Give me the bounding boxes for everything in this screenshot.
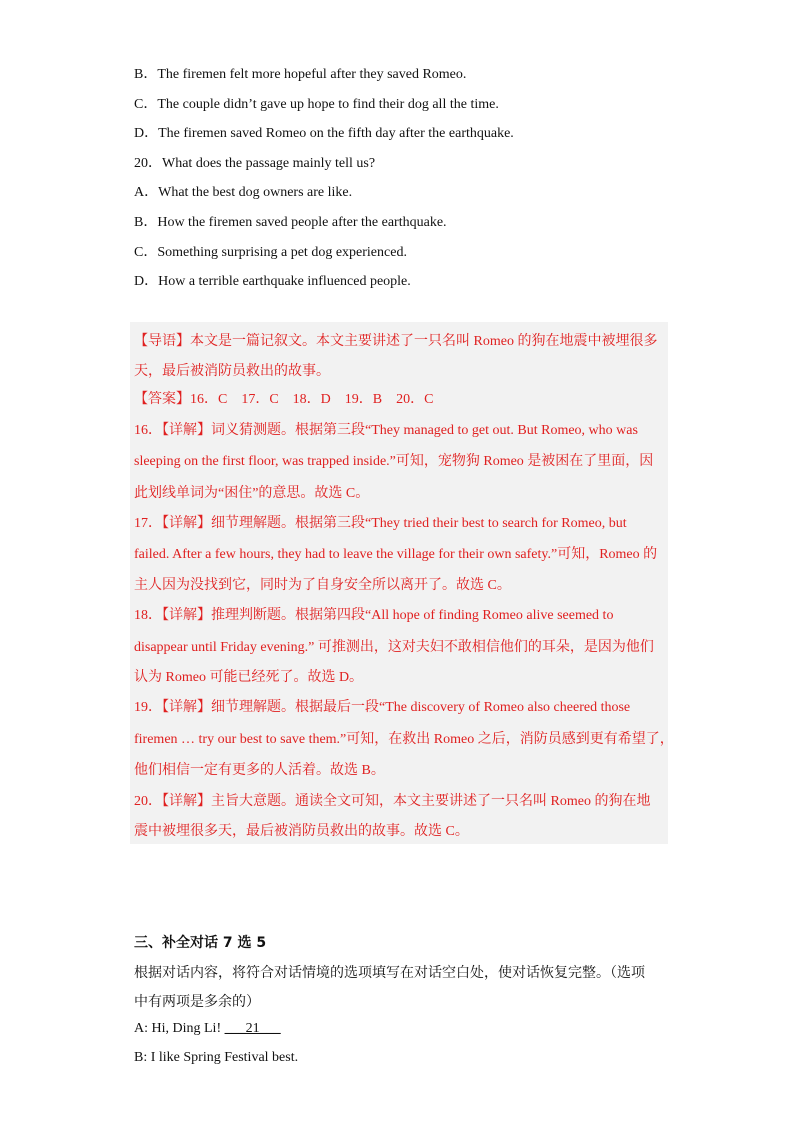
- explanation-line: 18．【详解】推理判断题。根据第四段“All hope of finding Romeo alive seemed to: [134, 608, 614, 623]
- option-20b: B．How the firemen saved people after the earthquake.: [134, 215, 447, 230]
- explanation-line: disappear until Friday evening.” 可推测出，这对夫妇不敢相信他们的耳朵，是因为他们: [134, 640, 654, 655]
- blank-21: ___21___: [224, 1021, 281, 1036]
- explanation-line: failed. After a few hours, they had to leave the village for their own safety.”可知，Romeo 的: [134, 547, 658, 562]
- explanation-line: 此划线单词为“困住”的意思。故选 C。: [134, 486, 370, 501]
- option-19b: B．The firemen felt more hopeful after they saved Romeo.: [134, 67, 467, 82]
- explanation-line: sleeping on the first floor, was trapped inside.”可知，宠物狗 Romeo 是被困在了里面，因: [134, 454, 654, 469]
- explanation-line: 他们相信一定有更多的人活着。故选 B。: [134, 763, 385, 778]
- option-19c: C．The couple didn’t gave up hope to find their dog all the time.: [134, 97, 499, 112]
- dialog-line-a: [134, 1021, 281, 1037]
- explanation-line: 震中被埋很多天，最后被消防员救出的故事。故选 C。: [134, 824, 469, 839]
- section-heading: 三、补全对话 7 选 5: [134, 935, 267, 951]
- section-instruction: 根据对话内容，将符合对话情境的选项填写在对话空白处，使对话恢复完整。（选项: [134, 966, 645, 981]
- option-20c: C．Something surprising a pet dog experienced.: [134, 245, 407, 260]
- explanation-line: 认为 Romeo 可能已经死了。故选 D。: [134, 670, 364, 685]
- explanation-line: firemen … try our best to save them.”可知，在救出 Romeo 之后，消防员感到更有希望了，: [134, 732, 674, 747]
- dialog-a-text: A: Hi, Ding Li!: [134, 1021, 225, 1036]
- explanation-line: 20．【详解】主旨大意题。通读全文可知，本文主要讲述了一只名叫 Romeo 的狗在地: [134, 794, 651, 809]
- answer-key: 【答案】16．C 17．C 18．D 19．B 20．C: [134, 392, 434, 407]
- explanation-line: 主人因为没找到它，同时为了自身安全所以离开了。故选 C。: [134, 578, 511, 593]
- guide-line: 【导语】本文是一篇记叙文。本文主要讲述了一只名叫 Romeo 的狗在地震中被埋很多: [134, 334, 658, 349]
- option-20d: D．How a terrible earthquake influenced people.: [134, 274, 411, 289]
- explanation-line: 19．【详解】细节理解题。根据最后一段“The discovery of Romeo also cheered those: [134, 700, 631, 715]
- explanation-line: 16．【详解】词义猜测题。根据第三段“They managed to get out. But Romeo, who was: [134, 423, 638, 438]
- dialog-line-b: B: I like Spring Festival best.: [134, 1050, 299, 1065]
- option-20a: A．What the best dog owners are like.: [134, 185, 353, 200]
- guide-line: 天，最后被消防员救出的故事。: [134, 364, 330, 379]
- explanation-line: 17．【详解】细节理解题。根据第三段“They tried their best to search for Romeo, but: [134, 516, 627, 531]
- answer-explanation-box: [130, 322, 674, 844]
- section-instruction: 中有两项是多余的）: [134, 995, 260, 1010]
- option-19d: D．The firemen saved Romeo on the fifth day after the earthquake.: [134, 126, 514, 141]
- question-20: 20．What does the passage mainly tell us?: [134, 156, 376, 171]
